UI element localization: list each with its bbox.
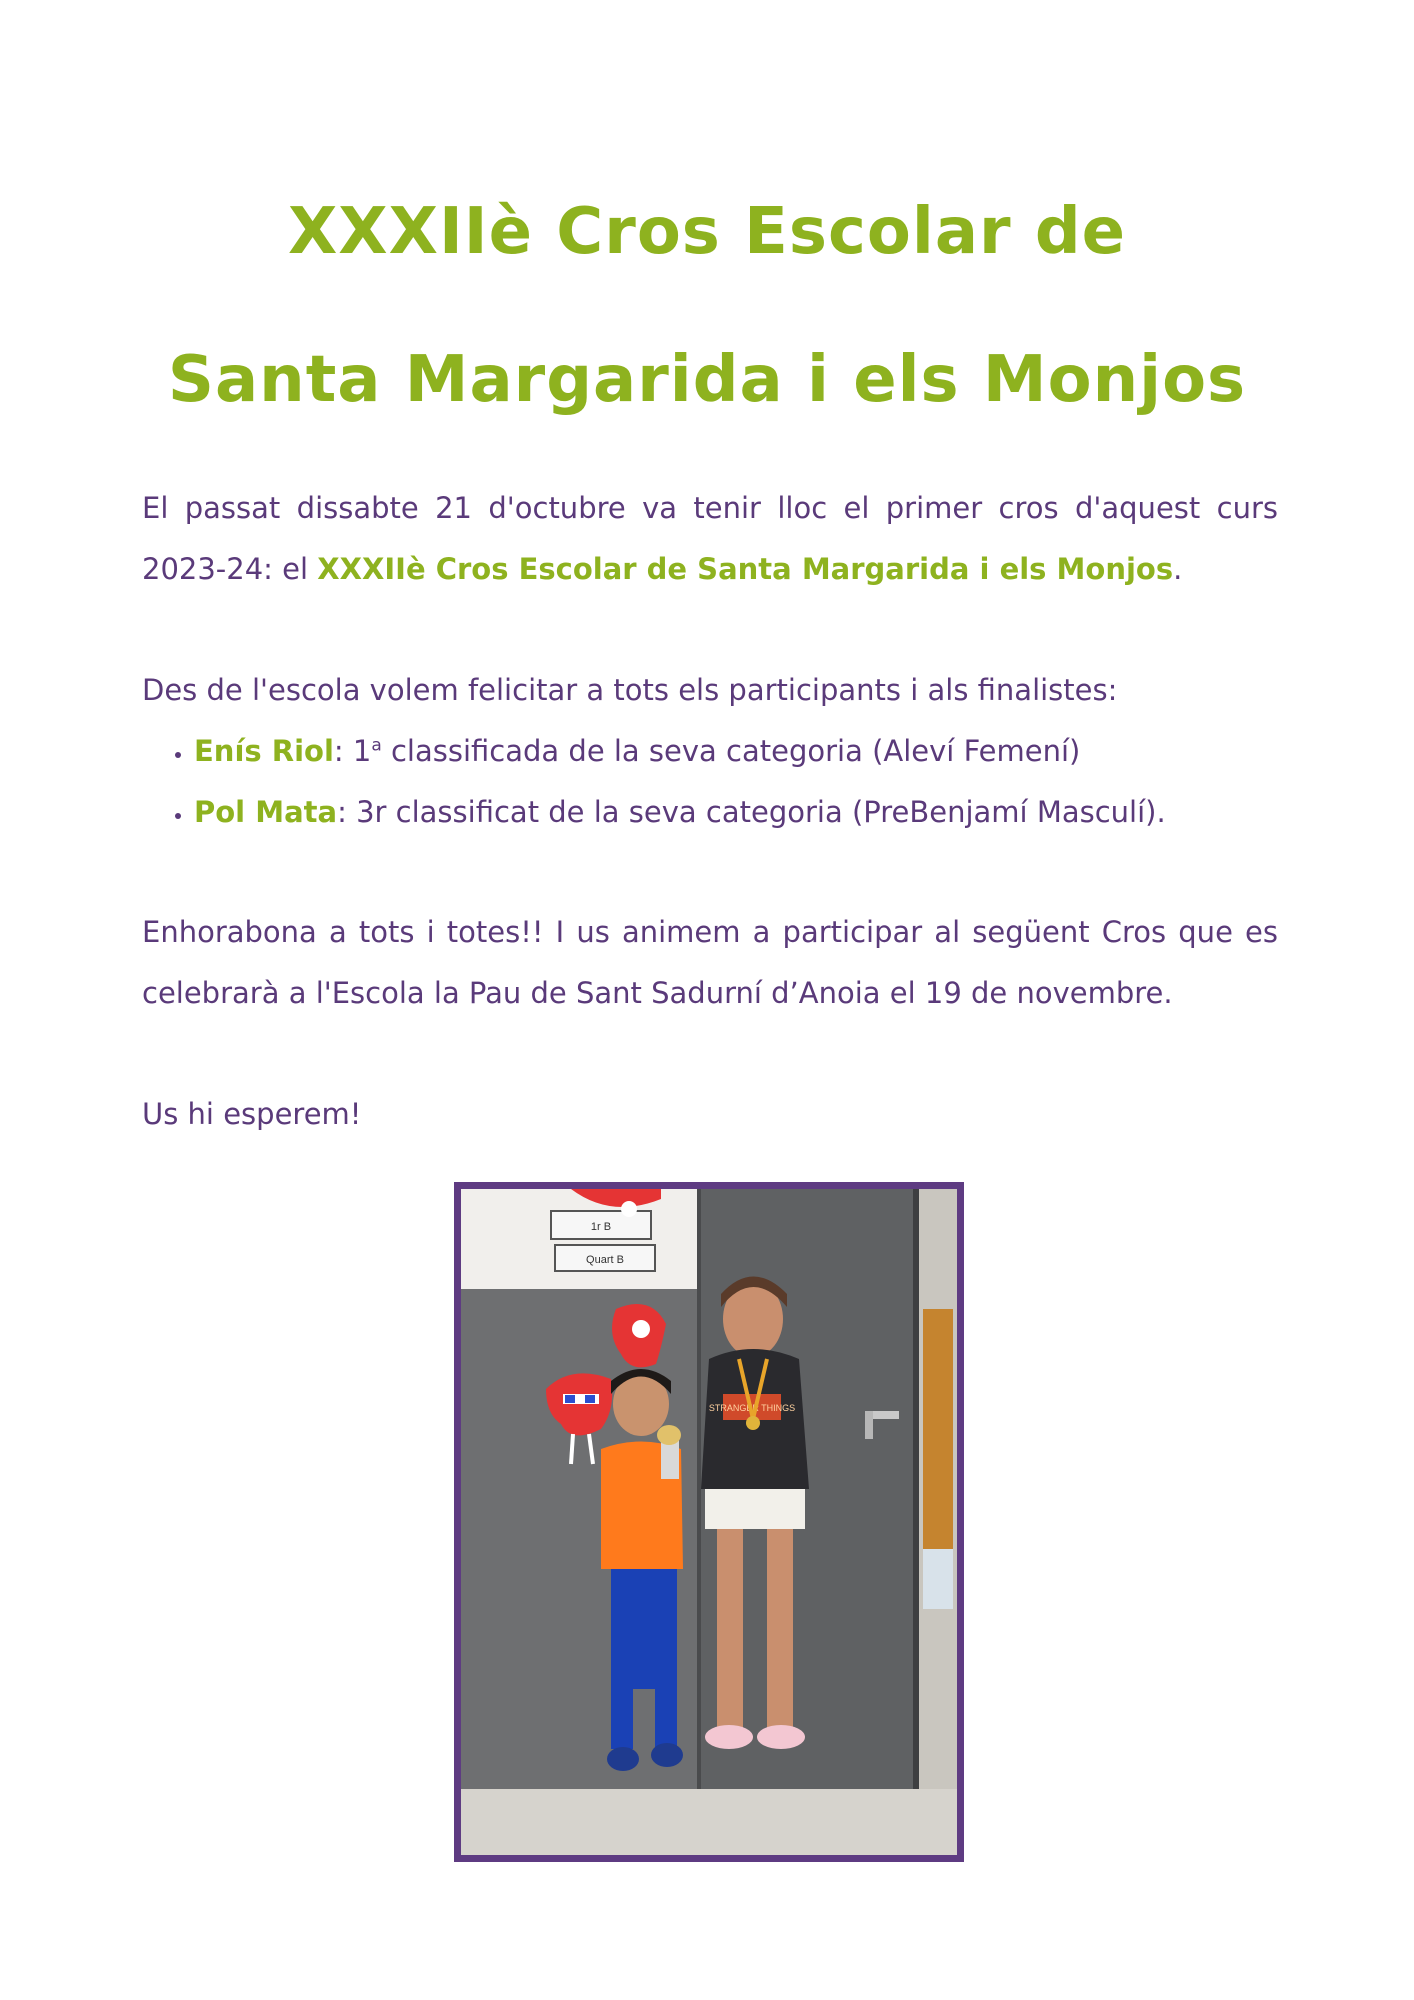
closing-paragraph: Enhorabona a tots i totes!! I us animem a participar al següent Cros que es celebrarà a l'Escola la Pau de Sant Sadurní d’Anoia el 19 de novembre. [142,915,1278,1010]
finalist-name: Pol Mata [194,795,338,829]
page-title [0,158,1414,454]
shirt-print: STRANGER THINGS [708,1403,796,1413]
photo-frame [454,1182,964,1862]
finalist-category: classificada de la seva categoria (Aleví Femení) [381,734,1081,768]
signoff: Us hi esperem! [142,1097,362,1131]
finalist-name: Enís Riol [194,734,334,768]
list-item [194,721,1278,782]
finalist-result: : 3r classificat de la seva categoria (PreBenjamí Masculí). [337,795,1166,829]
list-item [194,782,1278,843]
intro-text: El passat dissabte 21 d'octubre va tenir lloc el primer cros d'aquest curs 2023-24: el [142,491,1278,586]
title-line-2: Santa Margarida i els Monjos [167,343,1247,417]
winners-photo [461,1189,957,1855]
title-line-1: XXXIIè Cros Escolar de [287,195,1127,269]
congrats-lead: Des de l'escola volem felicitar a tots els participants i als finalistes: [142,673,1118,707]
finalists-list [142,721,1278,843]
intro-paragraph [142,478,1278,600]
intro-period: . [1173,552,1183,586]
congrats-section [142,660,1278,843]
finalist-result: : 1 [333,734,372,768]
ordinal-suffix: a [371,735,382,756]
door-sign-2: Quart B [586,1254,624,1266]
door-sign-1: 1r B [590,1221,612,1233]
event-name-highlight: XXXIIè Cros Escolar de Santa Margarida i els Monjos [317,552,1174,586]
